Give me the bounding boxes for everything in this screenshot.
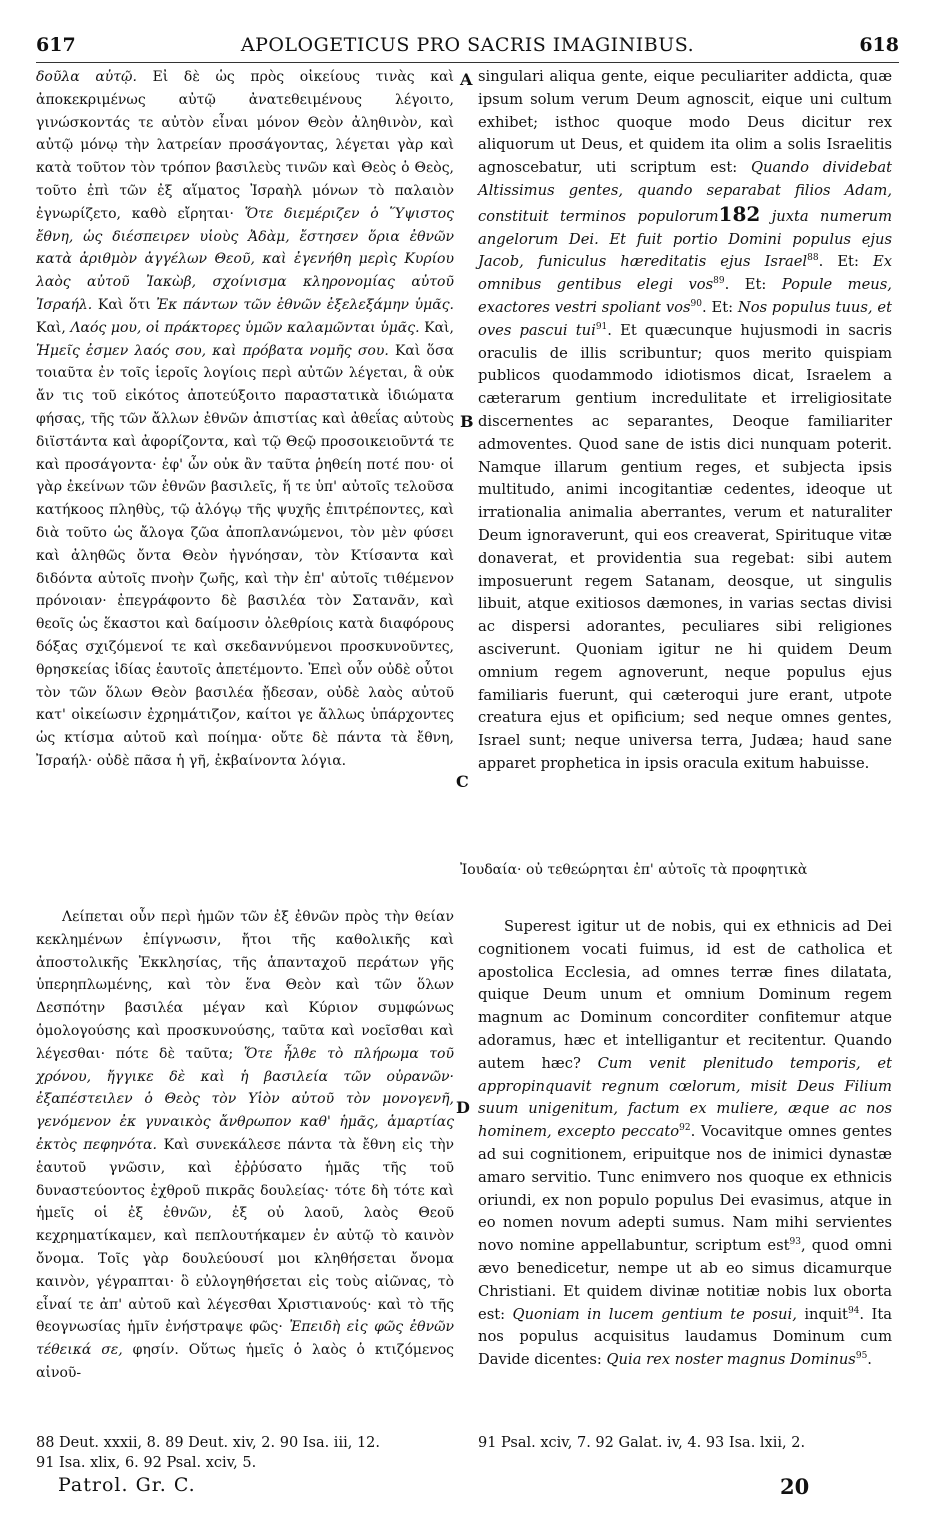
footnote-line: 91 Isa. xlix, 6. 92 Psal. xciv, 5. [36, 1455, 257, 1471]
footnote-ref: 93 [789, 1237, 801, 1248]
greek-column-bottom [36, 906, 454, 1385]
page-number-right: 618 [859, 34, 899, 56]
footnote-line: 88 Deut. xxxii, 8. 89 Deut. xiv, 2. 90 Isa. iii, 12. [36, 1435, 380, 1451]
running-header [36, 34, 899, 64]
footnote-ref: 95 [855, 1351, 868, 1362]
quoted-text: δοῦλα αὐτῷ. [36, 69, 137, 85]
text-run: Καὶ ὅσα τοιαῦτα ἐν τοῖς ἱεροῖς λογίοις περὶ αὐτῶν λέγεται, ἃ οὐκ ἄν τις τοῦ εἰκότος ἀποτεύξοιτο παραστατικὰ ἰδιώματα φήσας, τῆς τῶν ἄλλων ἐθνῶν ἀπιστίας καὶ ἀθεΐας αὐτοὺς διϊστάντα καὶ ἀφορίζοντα, καὶ τῷ Θεῷ προσοικειοῦντά τε καὶ προσάγοντα· ἐφ' ὧν οὐκ ἂν ταῦτα ῥηθείη ποτέ που· οἱ γὰρ ἐκείνων τῶν ἐθνῶν βασιλεῖς, ἥ τε ὑπ' αὐτοῖς τελοῦσα κατήκοος πληθὺς, τῷ ἀλόγῳ τῆς ψυχῆς ἐπιτρέποντες, καὶ διὰ τοῦτο ὡς ἄλογα ζῶα ἀποπλανώμενοι, τὸν μὲν φύσει καὶ ἀληθῶς ὄντα Θεὸν ἠγνόησαν, τὸν Κτίσαντα καὶ διδόντα αὐτοῖς πνοὴν ζωῆς, καὶ τὴν ἐπ' αὐτοῖς τιθέμενον πρόνοιαν· ἐπεγράφοντο δὲ βασιλέα τὸν Σατανᾶν, καὶ θεοῖς ὡς ἕκαστοι καὶ δαίμοσιν ὀλεθρίοις κατὰ διαφόρους δόξας σχιζόμενοί τε καὶ σκεδαννύμενοι προσκυνοῦντες, θρησκείας ἰδίας ἑαυτοῖς ἀπετέμοντο. Ἐπεὶ οὖν οὐδὲ οὗτοι τὸν τῶν ὅλων Θεὸν βασιλέα ᾔδεσαν, οὐδὲ λαὸς αὐτοῦ κατ' οἰκείωσιν ἐχρημάτιζον, καίτοι γε ἄλλως ὑπάρχοντες ὡς κτίσμα αὐτοῦ καὶ ποίημα· οὔτε δὲ πάντα τὰ ἔθνη, Ἰσραήλ· οὐδὲ πᾶσα ἡ γῆ, ἐκβαίνοντα λόγια. [36, 342, 454, 769]
latin-column-top [478, 66, 892, 776]
page-number-left: 617 [36, 34, 76, 56]
footnotes-right [478, 1433, 908, 1453]
text-run: Καὶ ὅτι [92, 296, 157, 313]
greek-spillover-line: Ἰουδαία· οὐ τεθεώρηται ἐπ' αὐτοῖς τὰ προφητικὰ [460, 862, 808, 878]
text-run: Λείπεται οὖν περὶ ἡμῶν τῶν ἐξ ἐθνῶν πρὸς τὴν θείαν κεκλημένων ἐπίγνωσιν, ἤτοι τῆς καθολικῆς καὶ ἀποστολικῆς Ἐκκλησίας, τῆς ἁπανταχοῦ περάτων γῆς ὑπερηπλωμένης, καὶ τὸν ἕνα Θεὸν καὶ τῶν ὅλων Δεσπότην βασιλέα μέγαν καὶ Κύριον συμφώνως ὁμολογούσης καὶ προσκυνούσης, ταῦτα καὶ νοεῖσθαι καὶ λέγεσθαι· πότε δὲ ταῦτα; [36, 909, 454, 1062]
quoted-text: Cum venit plenitudo temporis, et appropinquavit regnum cœlorum, misit Deus Filium suum unigenitum, factum ex muliere, æque ac nos hominem, excepto peccato [478, 1054, 892, 1141]
footnote-ref: 94 [847, 1305, 860, 1316]
quoted-text: Quando dividebat Altissimus gentes, quando separabat filios Adam, constituit terminos populorum [478, 159, 893, 225]
text-run: φησίν. Οὕτως ἡμεῖς ὁ λαὸς ὁ κτιζόμενος αἰνοῦ- [36, 1342, 455, 1381]
quoted-text: Ex omnibus gentibus elegi vos [478, 253, 892, 294]
greek-column-top [36, 66, 454, 773]
text-run: , quod omni ævo benedicetur, nempe ut ab eo simus dicamurque Christiani. Et quidem divinæ notitiæ nobis lux oborta est: [478, 1237, 892, 1323]
greek-paragraph-bottom [36, 906, 454, 1385]
text-run: . Vocavitque omnes gentes ad sui cognitionem, eripuitque nos de inimici dynastæ amaro servitio. Tunc enimvero nos quoque ex ethnicis oriundi, ex non populo populus Dei evasimus, atque in eo nomen novum adepti sumus. Nam mihi servientes novo nomine appellabuntur, scriptum est [478, 1123, 892, 1255]
quoted-text: Ἡμεῖς ἐσμεν λαός σου, καὶ πρόβατα νομῆς σου. [36, 342, 389, 359]
text-run: . [867, 1351, 872, 1369]
text-run: Καὶ συνεκάλεσε πάντα τὰ ἔθνη εἰς τὴν ἑαυτοῦ γνῶσιν, καὶ ἐῤῥύσατο ἡμᾶς τῆς τοῦ δυναστεύοντος ἐχθροῦ πικρᾶς δουλείας· τότε δὴ τότε καὶ ἡμεῖς οἱ ἐξ ἐθνῶν, ἐξ οὐ λαοῦ, λαὸς Θεοῦ κεχρηματίκαμεν, καὶ πεπλουτήκαμεν ἐν αὐτῷ τὸ καινὸν ὄνομα. Τοῖς γὰρ δουλεύουσί μοι κληθήσεται ὄνομα καινὸν, γέγραπται· ὃ εὐλογηθήσεται εἰς τοὺς αἰῶνας, τὸ εἶναί τε ἀπ' αὐτοῦ καὶ λέγεσθαι Χριστιανούς· καὶ τὸ τῆς θεογνωσίας ἡμῖν ἐνήστραψε φῶς· [36, 1136, 455, 1336]
header-rule [36, 62, 899, 63]
footnote-line: 91 Psal. xciv, 7. 92 Galat. iv, 4. 93 Isa. lxii, 2. [478, 1435, 806, 1451]
margin-letter-d: D [456, 1098, 470, 1117]
running-title: APOLOGETICUS PRO SACRIS IMAGINIBUS. [240, 34, 695, 56]
quoted-text: Quia rex noster magnus Dominus [606, 1351, 856, 1369]
quoted-text: Ὅτε διεμέριζεν ὁ Ὕψιστος ἔθνη, ὡς διέσπειρεν υἱοὺς Ἀδὰμ, ἔστησεν ὅρια ἐθνῶν κατὰ ἀριθμὸν ἀγγέλων Θεοῦ, καὶ ἐγενήθη μερὶς Κυρίου λαὸς αὐτοῦ Ἰακὼβ, σχοίνισμα κληρονομίας αὐτοῦ Ἰσραήλ. [36, 205, 454, 313]
margin-letter-c: C [456, 772, 469, 791]
text-run: inquit [796, 1305, 848, 1323]
text-run: . Ita nos populus acquisitus laudamus Dominum cum Davide dicentes: [478, 1305, 892, 1369]
footnote-ref: 91 [595, 321, 608, 332]
gathering-number: 20 [780, 1474, 810, 1499]
quoted-text: Quoniam in lucem gentium te posui, [512, 1305, 797, 1323]
text-run: singulari aliqua gente, eique peculiariter addicta, quæ ipsum solum verum Deum agnoscit, eique uni cultum exhibet; isthoc quoque modo Deus dicitur rex aliquorum ut Deus, et quidem ita olim a solis Israelitis agnoscebatur, uti scriptum est: [478, 68, 892, 177]
quoted-text: Λαός μου, οἱ πράκτορες ὑμῶν καλαμῶνται ὑμᾶς. [70, 319, 420, 336]
footnote-ref: 89 [713, 276, 725, 287]
text-run: . Et quæcunque hujusmodi in sacris oraculis de illis scribuntur; quos merito quispiam publicos quodammodo idiotismos dicat, Israelem a cæterarum gentium incredulitate et irreligiositate discernentes ac separantes, Deoque familiariter admoventes. Quod sane de istis dici nunquam poterit. Namque illarum gentium reges, et subjecta ipsis multitudo, animi incogitantiæ cedentes, ideoque ut irrationalia animalia aberrantes, verum et naturaliter Deum ignoraverunt, qui eos creaverat, Spirituque vitæ donaverat, et providentia sua regebat: sibi autem imposuerunt regem Satanam, deosque, ut singulis libuit, atque exitiosos dæmones, in varias sectas divisi ac dispersi adorantes, peculiares sibi religiones asciverunt. Quoniam igitur ne hi quidem Deum omnium regem agnoverunt, neque populus ejus familiaris fuerunt, qui cæteroqui jure erant, utpote creatura ejus et opificium; sed neque omnes gentes, Israel sunt; neque universa terra, Judæa; haud sane apparet prophetica in ipsis oracula exitum habuisse. [478, 321, 892, 772]
text-run: Καὶ, [36, 319, 71, 336]
quoted-text: Ἐπειδὴ εἰς φῶς ἐθνῶν τέθεικά σε, [36, 1319, 455, 1359]
text-run: . Et: [724, 276, 782, 294]
latin-paragraph-bottom [478, 916, 892, 1372]
quoted-text: Nos populus tuus, et oves pascui tui [478, 298, 892, 339]
margin-letter-a: A [460, 70, 473, 89]
latin-paragraph-top [478, 66, 892, 776]
quoted-text: Popule meus, exactores vestri spoliant vos [478, 276, 892, 316]
text-run: Εἰ δὲ ὡς πρὸς οἰκείους τινὰς καὶ ἀποκεκριμένως αὐτῷ ἀνατεθειμένους λέγοιτο, γινώσκοντάς τε αὐτὸν εἶναι μόνον Θεὸν ἀληθινὸν, καὶ αὐτῷ μόνῳ τὴν λατρείαν προσάγοντας, λέγεται γὰρ καὶ κατὰ τοῦτον τὸν τρόπον βασιλεὺς τινῶν καὶ Θεὸς ὁ Θεὸς, τοῦτο ἐπὶ τῶν ἐξ αἵματος Ἰσραὴλ μόνων τὸ παλαιὸν ἐγνωρίζετο, καθὸ εἴρηται· [36, 69, 454, 222]
quoted-text: juxta numerum angelorum Dei. Et fuit portio Domini populus ejus Jacob, funiculus hæreditatis ejus Israel [478, 207, 892, 271]
latin-column-bottom [478, 916, 892, 1372]
quoted-text: Ὅτε ἦλθε τὸ πλήρωμα τοῦ χρόνου, ἤγγικε δὲ καὶ ἡ βασιλεία τῶν οὐρανῶν· ἐξαπέστειλεν ὁ Θεὸς τὸν Υἱὸν αὐτοῦ τὸν μονογενῆ, γενόμενον ἐκ γυναικὸς ἄνθρωπον καθ' ἡμᾶς, ἁμαρτίας ἐκτὸς πεφηνότα. [36, 1045, 454, 1153]
text-run: Καὶ, [419, 319, 454, 336]
footnote-ref: 92 [679, 1123, 691, 1134]
quoted-text: Ἐκ πάντων τῶν ἐθνῶν ἐξελεξάμην ὑμᾶς. [156, 296, 454, 313]
greek-paragraph-top [36, 66, 454, 773]
text-run: Superest igitur ut de nobis, qui ex ethnicis ad Dei cognitionem vocati fuimus, id est de catholica et apostolica Ecclesia, ad omnes terræ fines dilatata, quique Deum unum et omnium Dominum regem magnum ac Dominum concorditer confitemur atque adoramus, hæc et intelligantur et recitentur. Quando autem hæc? [478, 918, 892, 1072]
signature-mark: Patrol. Gr. C. [58, 1474, 196, 1496]
text-run: . Et: [818, 253, 873, 271]
text-run [760, 208, 771, 225]
footnote-ref: 90 [690, 299, 702, 310]
footnote-ref: 88 [807, 253, 819, 264]
column-number: 182 [718, 201, 761, 226]
text-run: . Et: [701, 298, 738, 316]
footnotes-left [36, 1433, 466, 1473]
margin-letter-b: B [460, 412, 474, 431]
